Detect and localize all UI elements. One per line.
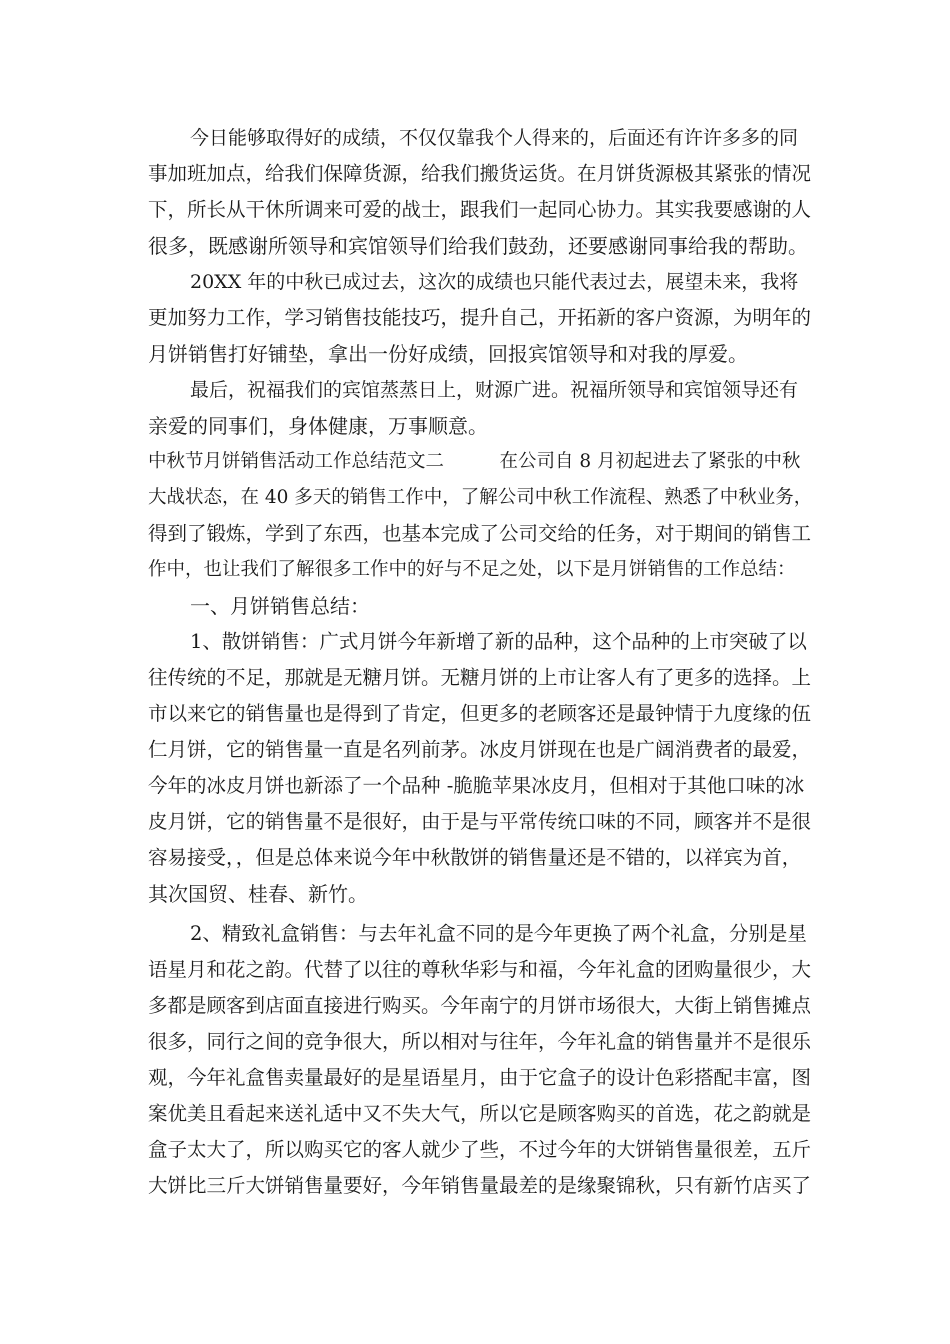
text-line: 大战状态，在 40 多天的销售工作中，了解公司中秋工作流程、熟悉了中秋业务，: [148, 487, 813, 508]
text-line: 20XX 年的中秋已成过去，这次的成绩也只能代表过去，展望未来，我将: [190, 271, 799, 293]
text-line: 很多，同行之间的竞争很大，所以相对与往年，今年礼盒的销售量并不是很乐: [148, 1030, 812, 1053]
text-line: 观，今年礼盒售卖量最好的是星语星月，由于它盒子的设计色彩搭配丰富，图: [148, 1066, 812, 1089]
text-line: 很多，既感谢所领导和宾馆领导们给我们鼓劲，还要感谢同事给我的帮助。: [148, 234, 808, 258]
section-heading-line: 中秋节月饼销售活动工作总结范文二 在公司自 8 月初起进去了紧张的中秋: [148, 451, 801, 472]
text-line: 2、精致礼盒销售：与去年礼盒不同的是今年更换了两个礼盒，分别是星: [190, 922, 807, 945]
text-line: 容易接受，，但是总体来说今年中秋散饼的销售量还是不错的，以祥宾为首，: [148, 846, 802, 869]
text-line: 下，所长从干休所调来可爱的战士，跟我们一起同心协力。其实我要感谢的人: [148, 198, 812, 221]
text-line: 其次国贸、桂春、新竹。: [148, 882, 368, 906]
text-line: 亲爱的同事们，身体健康，万事顺意。: [148, 414, 488, 438]
text-line: 往传统的不足，那就是无糖月饼。无糖月饼的上市让客人有了更多的选择。上: [148, 666, 812, 689]
text-line: 市以来它的销售量也是得到了肯定，但更多的老顾客还是最钟情于九度缘的伍: [148, 702, 812, 725]
text-line: 盒子太大了，所以购买它的客人就少了些，不过今年的大饼销售量很差，五斤: [148, 1138, 812, 1161]
text-line: 得到了锻炼，学到了东西，也基本完成了公司交给的任务，对于期间的销售工: [148, 522, 812, 545]
text-line: 案优美且看起来送礼适中又不失大气，所以它是顾客购买的首选，花之韵就是: [148, 1102, 812, 1125]
text-line: 大饼比三斤大饼销售量要好，今年销售量最差的是缘聚锦秋，只有新竹店买了: [148, 1174, 812, 1197]
text-line: 事加班加点，给我们保障货源，给我们搬货运货。在月饼货源极其紧张的情况: [148, 162, 812, 185]
subheading-line: 一、月饼销售总结：: [190, 594, 370, 618]
text-line: 多都是顾客到店面直接进行购买。今年南宁的月饼市场很大，大街上销售摊点: [148, 994, 812, 1017]
text-line: 更加努力工作，学习销售技能技巧，提升自己，开拓新的客户资源，为明年的: [148, 306, 812, 329]
text-line: 月饼销售打好铺垫，拿出一份好成绩，回报宾馆领导和对我的厚爱。: [148, 342, 748, 366]
text-line: 作中，也让我们了解很多工作中的好与不足之处，以下是月饼销售的工作总结：: [148, 559, 796, 580]
text-line: 今日能够取得好的成绩，不仅仅靠我个人得来的，后面还有许许多多的同: [190, 127, 799, 149]
text-line: 1、散饼销售：广式月饼今年新增了新的品种，这个品种的上市突破了以: [190, 630, 807, 653]
text-line: 仁月饼，它的销售量一直是名列前茅。冰皮月饼现在也是广阔消费者的最爱，: [148, 738, 812, 761]
text-line: 今年的冰皮月饼也新添了一个品种 -脆脆苹果冰皮月，但相对于其他口味的冰: [148, 774, 805, 797]
text-line: 语星月和花之韵。代替了以往的尊秋华彩与和福，今年礼盒的团购量很少，大: [148, 958, 812, 981]
text-line: 最后，祝福我们的宾馆蒸蒸日上，财源广进。祝福所领导和宾馆领导还有: [190, 379, 799, 401]
text-line: 皮月饼，它的销售量不是很好，由于是与平常传统口味的不同，顾客并不是很: [148, 810, 812, 833]
